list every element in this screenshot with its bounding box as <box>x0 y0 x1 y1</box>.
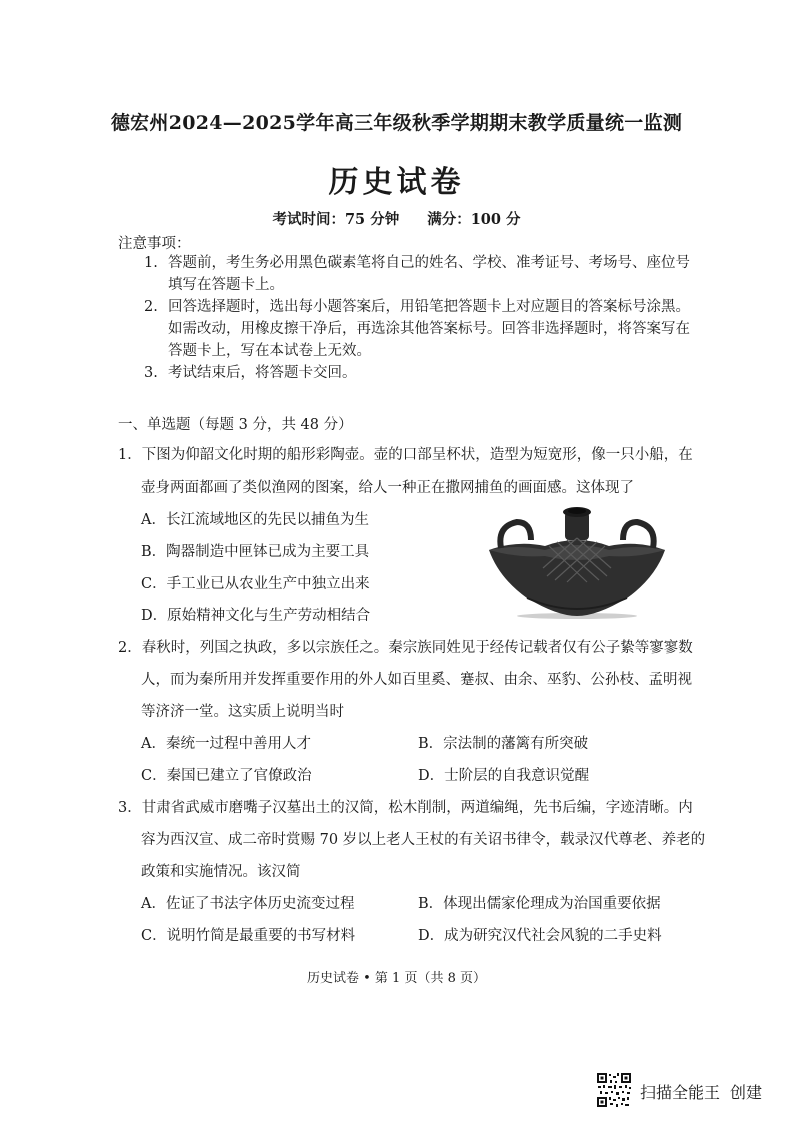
question-3-line: 3．甘肃省武威市磨嘴子汉墓出土的汉简，松木削制，两道编绳，先书后编，字迹清晰。内 <box>118 800 693 816</box>
notice-item <box>144 296 704 362</box>
notice-item-line: 填写在答题卡上。 <box>168 277 284 293</box>
question-2-option-c: C．秦国已建立了官僚政治 <box>141 768 312 784</box>
notice-item-line: 答题卡上，写在本试卷上无效。 <box>168 343 371 359</box>
question-3-option-d: D．成为研究汉代社会风貌的二手史料 <box>418 928 662 944</box>
scanner-created-label: 创建 <box>730 1083 763 1102</box>
exam-time: 考试时间：75 分钟 <box>272 211 400 228</box>
scanner-watermark <box>640 1080 762 1103</box>
question-2-line: 人，而为秦所用并发挥重要作用的外人如百里奚、蹇叔、由余、巫豹、公孙枝、孟明视 <box>141 672 692 688</box>
question-2-option-d: D．士阶层的自我意识觉醒 <box>418 768 590 784</box>
notice-item <box>144 252 704 296</box>
question-3-option-a: A．佐证了书法字体历史流变过程 <box>141 896 355 912</box>
question-3-option-b: B．体现出儒家伦理成为治国重要依据 <box>418 896 661 912</box>
question-1-line: 壶身两面都画了类似渔网的图案，给人一种正在撒网捕鱼的画面感。这体现了 <box>141 480 634 496</box>
question-3-option-c: C．说明竹简是最重要的书写材料 <box>141 928 356 944</box>
question-1-option-d: D．原始精神文化与生产劳动相结合 <box>141 608 371 624</box>
notice-heading: 注意事项： <box>118 236 191 252</box>
question-1-option-b: B．陶器制造中匣钵已成为主要工具 <box>141 544 370 560</box>
question-2-option-a: A．秦统一过程中善用人才 <box>141 736 311 752</box>
question-1-line: 1．下图为仰韶文化时期的船形彩陶壶。壶的口部呈杯状，造型为短宽形，像一只小船，在 <box>118 447 693 463</box>
notice-item-number: 2. <box>144 299 158 315</box>
exam-title-line: 德宏州2024—2025学年高三年级秋季学期期末教学质量统一监测 <box>110 112 683 134</box>
notice-item-number: 1. <box>144 255 158 271</box>
notice-item-number: 3. <box>144 365 158 381</box>
notice-item-line: 考试结束后，将答题卡交回。 <box>168 365 357 381</box>
exam-meta <box>0 208 793 229</box>
section-heading: 一、单选题（每题 3 分，共 48 分） <box>118 417 353 433</box>
notice-item-line: 回答选择题时，选出每小题答案后，用铅笔把答题卡上对应题目的答案标号涂黑。 <box>168 299 690 315</box>
notice-item-line: 如需改动，用橡皮擦干净后，再选涂其他答案标号。回答非选择题时，将答案写在 <box>168 321 690 337</box>
question-3-line: 容为西汉宣、成二帝时赏赐 70 岁以上老人王杖的有关诏书律令，载录汉代尊老、养老的 <box>141 832 706 848</box>
question-1-option-a: A．长江流域地区的先民以捕鱼为生 <box>141 512 369 528</box>
notice-item <box>144 362 704 384</box>
page-footer: 历史试卷 • 第 1 页（共 8 页） <box>306 971 486 986</box>
question-3-line: 政策和实施情况。该汉简 <box>141 864 301 880</box>
question-1-option-c: C．手工业已从农业生产中独立出来 <box>141 576 370 592</box>
scanner-app-name: 扫描全能王 <box>640 1083 721 1102</box>
question-2-line: 等济济一堂。这实质上说明当时 <box>141 704 344 720</box>
subject-title: 历史试卷 <box>328 165 465 200</box>
notice-item-line: 答题前，考生务必用黑色碳素笔将自己的姓名、学校、准考证号、考场号、座位号 <box>168 255 690 271</box>
exam-score: 满分：100 分 <box>427 211 521 228</box>
qr-code-icon <box>596 1072 632 1108</box>
question-2-line: 2．春秋时，列国之执政，多以宗族任之。秦宗族同姓见于经传记载者仅有公子絷等寥寥数 <box>118 640 693 656</box>
question-2-option-b: B．宗法制的藩篱有所突破 <box>418 736 589 752</box>
boat-shaped-pottery-pot-image <box>487 498 667 620</box>
